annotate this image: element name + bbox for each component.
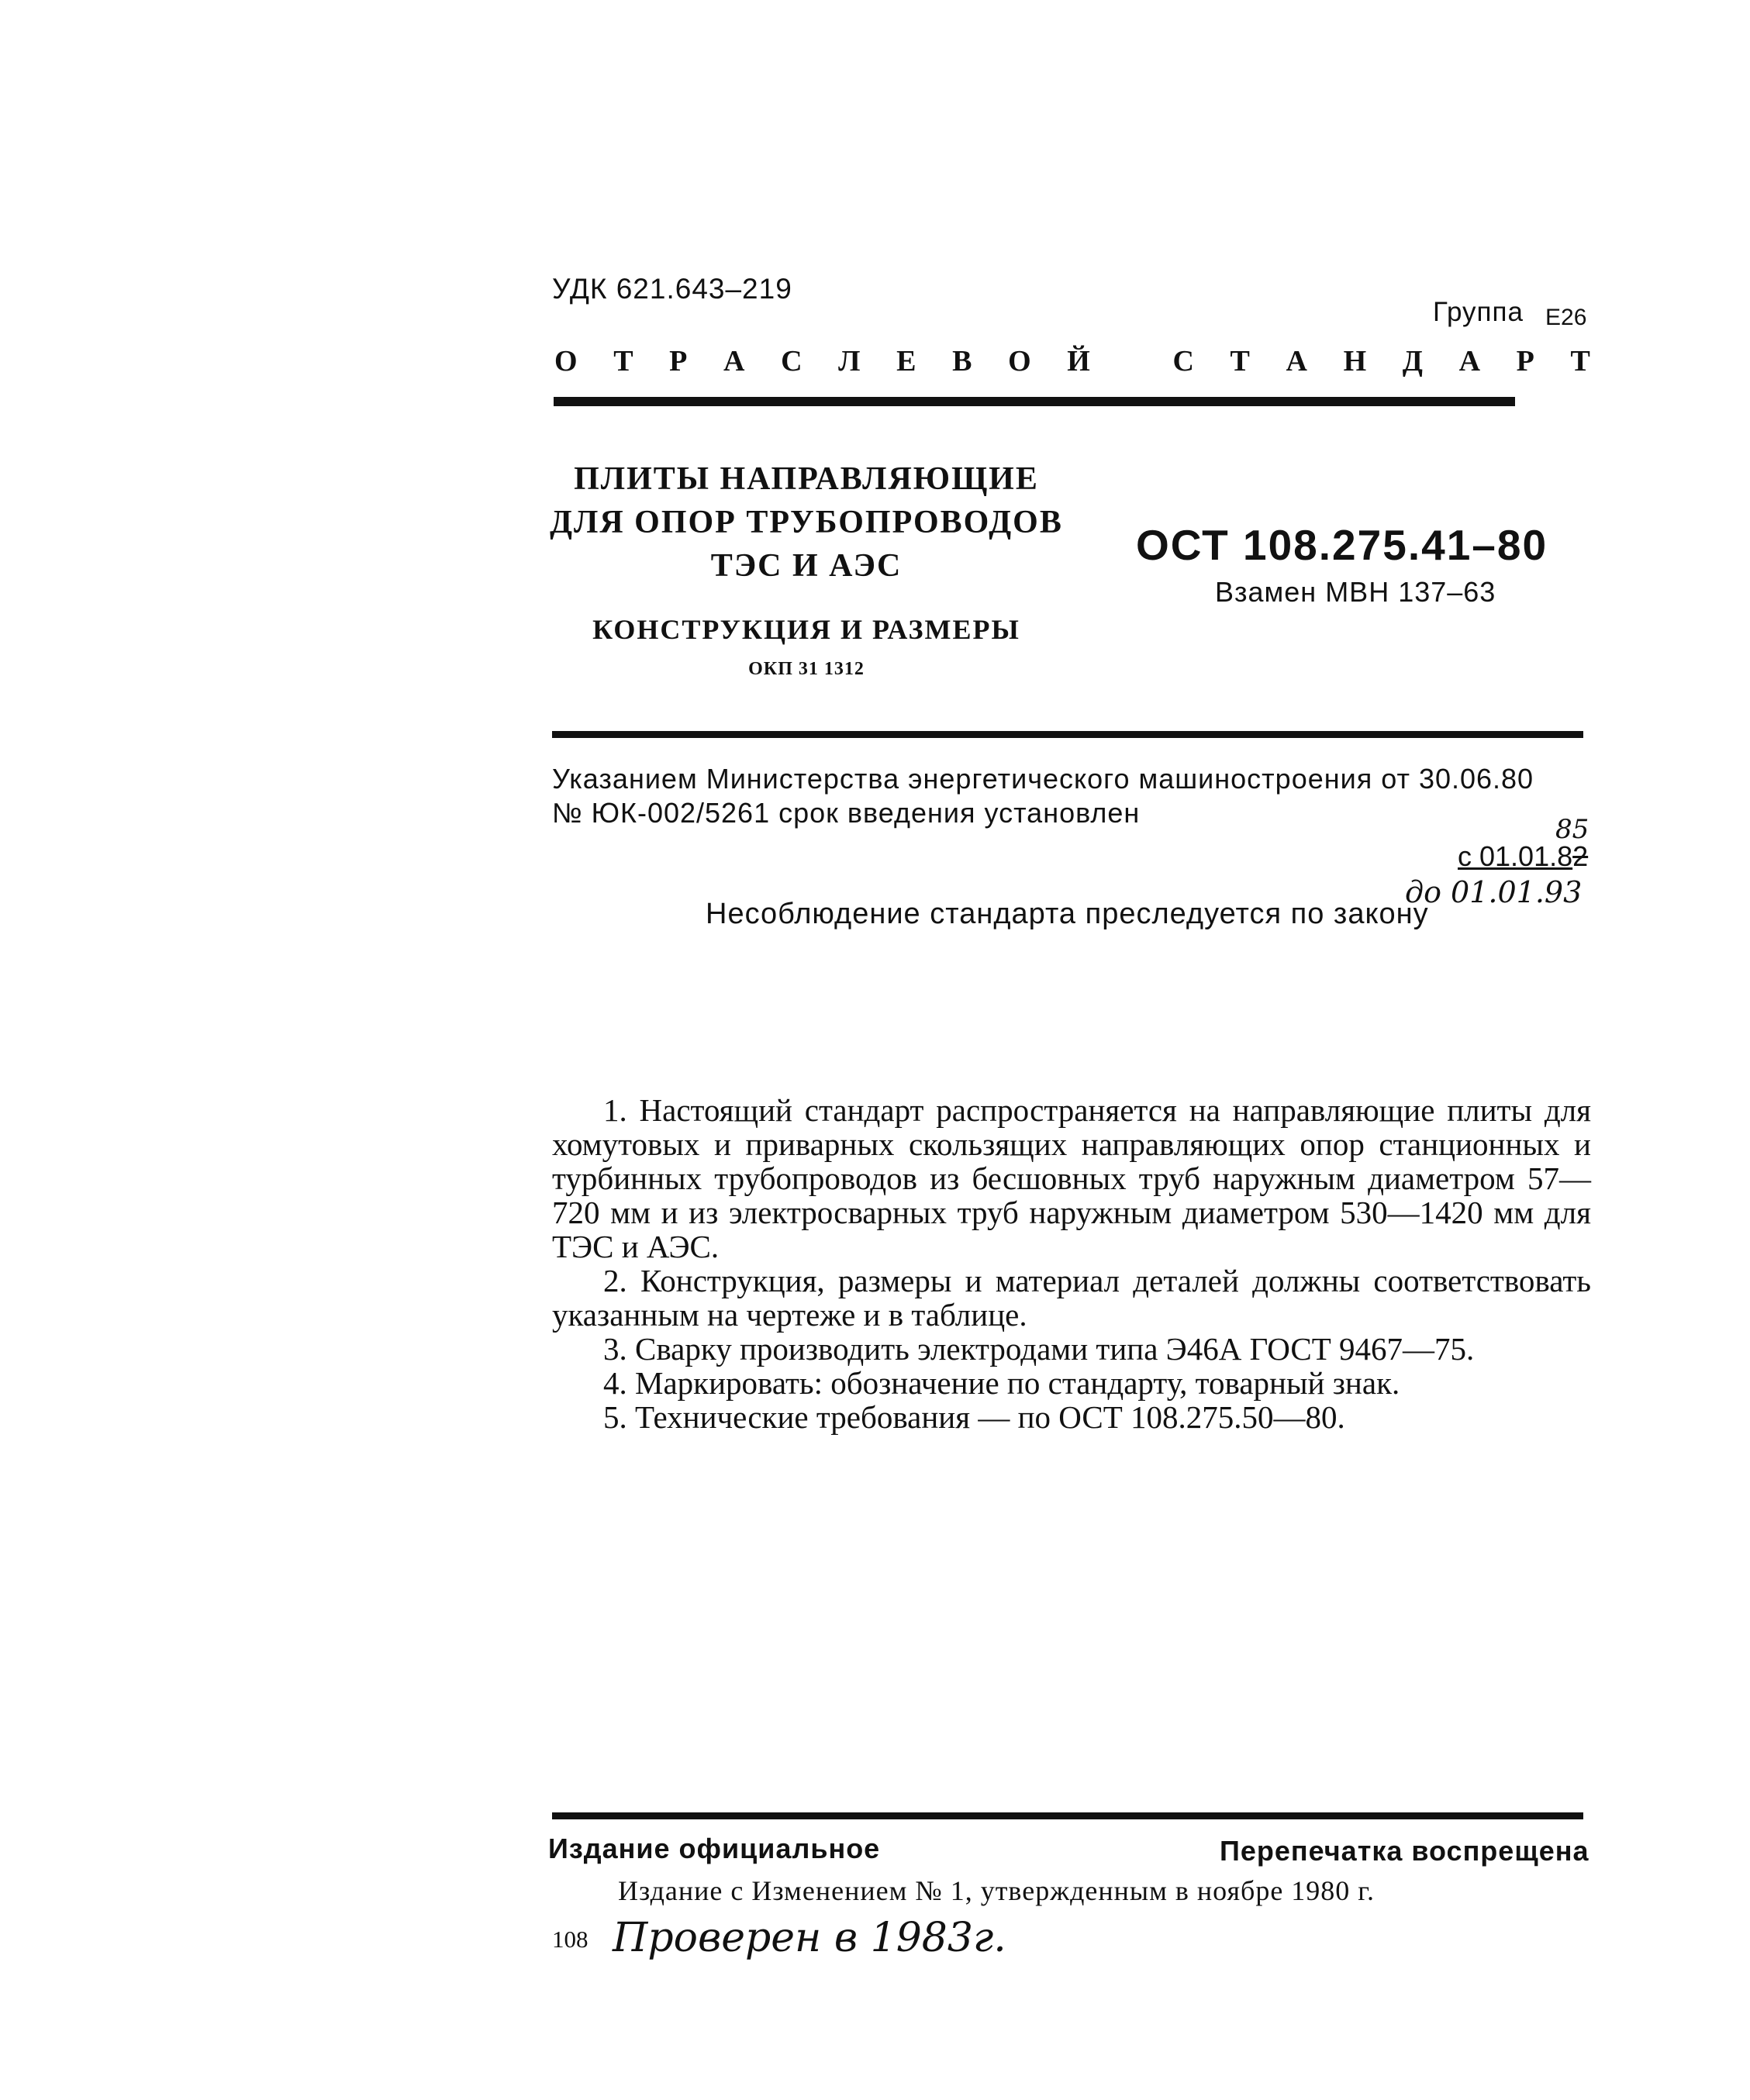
- banner-letter: О: [1008, 345, 1031, 378]
- banner-letter: Л: [838, 345, 861, 378]
- banner-letter: Й: [1067, 345, 1090, 378]
- ministry-line-1: Указанием Министерства энергетического машиностроения от 30.06.80: [552, 763, 1534, 795]
- page-number: 108: [552, 1926, 589, 1953]
- banner-letter: В: [952, 345, 972, 378]
- legal-notice: Несоблюдение стандарта преследуется по закону: [706, 898, 1429, 930]
- banner-letter: А: [723, 345, 745, 378]
- effective-date-struck-digit: 2: [1572, 840, 1589, 872]
- banner-letter: Д: [1402, 345, 1423, 378]
- banner-letter: А: [1286, 345, 1307, 378]
- clause-1: 1. Настоящий стандарт распространяется на направляющие плиты для хомутовых и приварных скользящих направляющих опор станционных и турбинных трубопроводов из бесшовных труб наружным диаметром 57—720 мм и из электросварных труб наружным диаметром 530—1420 мм для ТЭС и АЭС.: [552, 1092, 1591, 1264]
- effective-date-prefix: с 01.01.8: [1458, 840, 1573, 872]
- banner-letter: О: [554, 345, 578, 378]
- ministry-line-2: № ЮК-002/5261 срок введения установлен: [552, 797, 1141, 829]
- okp-code: ОКП 31 1312: [748, 659, 865, 679]
- title-line-1: ПЛИТЫ НАПРАВЛЯЮЩИЕ: [574, 461, 1039, 497]
- banner-letter: Т: [1570, 345, 1590, 378]
- edition-change-note: Издание с Изменением № 1, утвержденным в ноябре 1980 г.: [618, 1875, 1375, 1906]
- banner-letter: Т: [1230, 345, 1250, 378]
- banner-letter: Е: [896, 345, 916, 378]
- ministry-directive: [552, 762, 1599, 830]
- handwritten-checked-note: Проверен в 1983г.: [613, 1915, 1006, 1961]
- clause-5: 5. Технические требования — по ОСТ 108.275.50—80.: [603, 1399, 1345, 1435]
- group-label: Группа: [1433, 297, 1524, 327]
- replaces-note: Взамен МВН 137–63: [1215, 576, 1496, 608]
- handwritten-year-correction: 85: [1555, 814, 1589, 845]
- banner-letter: Р: [1516, 345, 1534, 378]
- standard-body: [552, 1093, 1591, 1434]
- handwritten-expiry-date: до 01.01.93: [1405, 875, 1583, 909]
- effective-date: [1458, 840, 1588, 873]
- udk-code: УДК 621.643–219: [552, 273, 792, 305]
- clause-3: 3. Сварку производить электродами типа Э46А ГОСТ 9467—75.: [603, 1331, 1475, 1367]
- banner-letter: Н: [1343, 345, 1367, 378]
- industry-standard-banner: [554, 344, 1590, 378]
- official-edition-label: Издание официальное: [548, 1833, 881, 1864]
- group-code: Е26: [1545, 305, 1587, 330]
- title-line-2: ДЛЯ ОПОР ТРУБОПРОВОДОВ: [550, 505, 1063, 540]
- footer-rule: [552, 1812, 1583, 1819]
- standard-number: ОСТ 108.275.41–80: [1136, 521, 1548, 569]
- reprint-prohibited-label: Перепечатка воспрещена: [1220, 1835, 1589, 1867]
- header-rule: [554, 397, 1515, 406]
- banner-letter: С: [781, 345, 803, 378]
- title-rule: [552, 731, 1583, 738]
- banner-letter: А: [1458, 345, 1481, 378]
- title-line-3: ТЭС И АЭС: [710, 548, 903, 584]
- banner-letter: С: [1172, 345, 1194, 378]
- banner-letter: Р: [669, 345, 688, 378]
- clause-4: 4. Маркировать: обозначение по стандарту, товарный знак.: [603, 1365, 1400, 1401]
- banner-letter: Т: [613, 345, 633, 378]
- clause-2: 2. Конструкция, размеры и материал деталей должны соответствовать указанным на чертеже и в таблице.: [552, 1263, 1591, 1333]
- document-subtitle: КОНСТРУКЦИЯ И РАЗМЕРЫ: [592, 614, 1020, 645]
- document-title-block: [543, 457, 1070, 680]
